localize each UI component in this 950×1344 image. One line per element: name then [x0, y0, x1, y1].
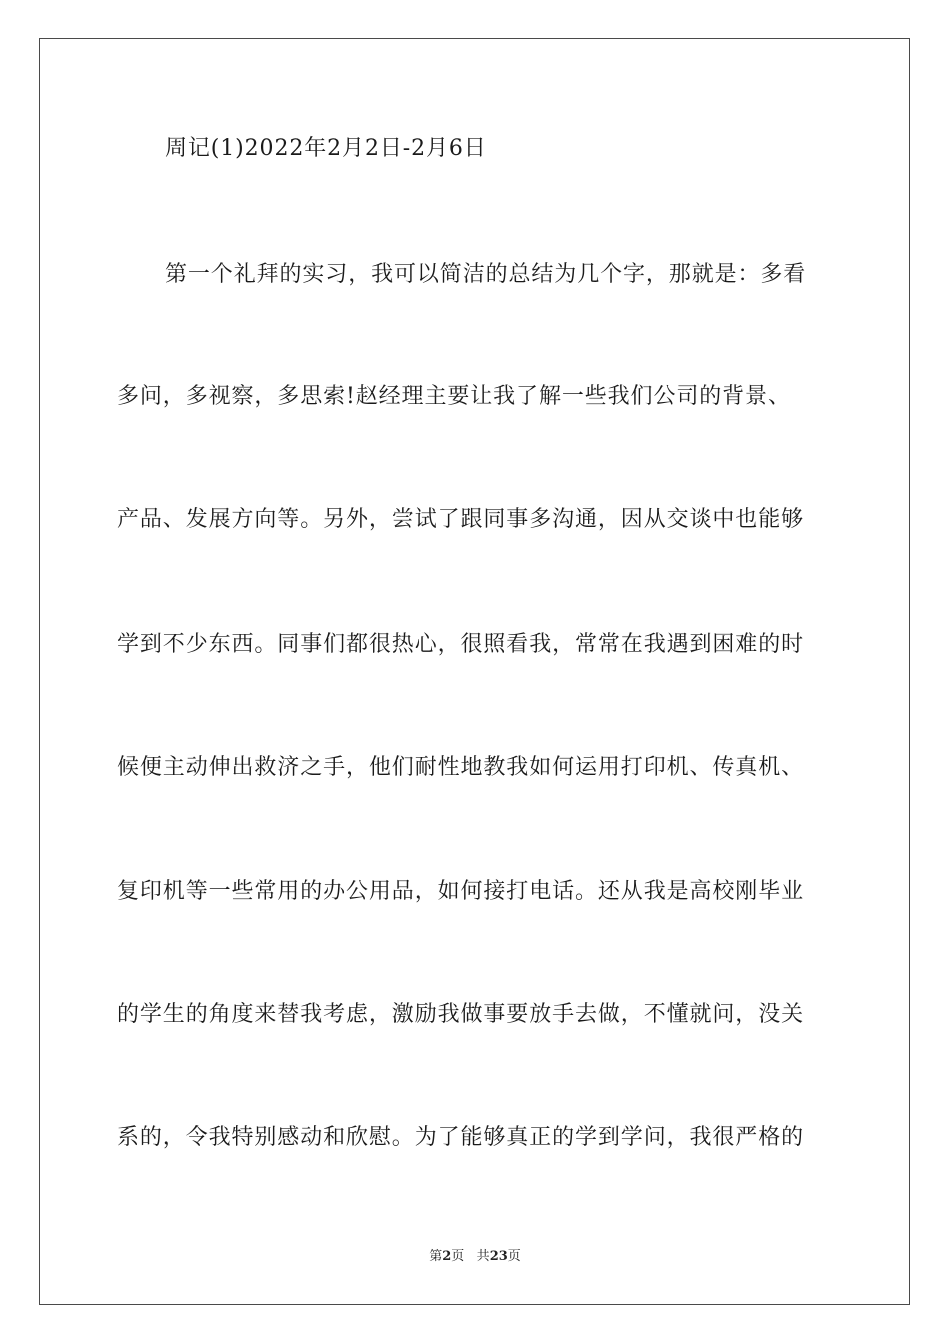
page-suffix: 页 — [451, 1249, 465, 1264]
paragraph-line-7: 的学生的角度来替我考虑，激励我做事要放手去做，不懂就问，没关 — [117, 1002, 805, 1027]
total-prefix: 共 — [476, 1249, 490, 1264]
paragraph-line-1: 第一个礼拜的实习，我可以简洁的总结为几个字，那就是：多看 — [165, 262, 807, 287]
document-heading: 周记(1)2022年2月2日-2月6日 — [165, 136, 487, 161]
total-suffix: 页 — [507, 1249, 521, 1264]
paragraph-line-3: 产品、发展方向等。另外，尝试了跟同事多沟通，因从交谈中也能够 — [117, 507, 805, 532]
page-footer — [0, 1248, 950, 1266]
paragraph-line-6: 复印机等一些常用的办公用品，如何接打电话。还从我是高校刚毕业 — [117, 879, 805, 904]
page-number: 2 — [442, 1249, 452, 1264]
total-pages: 23 — [489, 1249, 508, 1264]
paragraph-line-4: 学到不少东西。同事们都很热心，很照看我，常常在我遇到困难的时 — [117, 632, 805, 657]
page-border — [39, 38, 910, 1305]
paragraph-line-2: 多问，多视察，多思索!赵经理主要让我了解一些我们公司的背景、 — [117, 384, 791, 409]
paragraph-line-5: 候便主动伸出救济之手，他们耐性地教我如何运用打印机、传真机、 — [117, 755, 805, 780]
paragraph-line-8: 系的，令我特别感动和欣慰。为了能够真正的学到学问，我很严格的 — [117, 1125, 805, 1150]
page-prefix: 第 — [429, 1249, 443, 1264]
